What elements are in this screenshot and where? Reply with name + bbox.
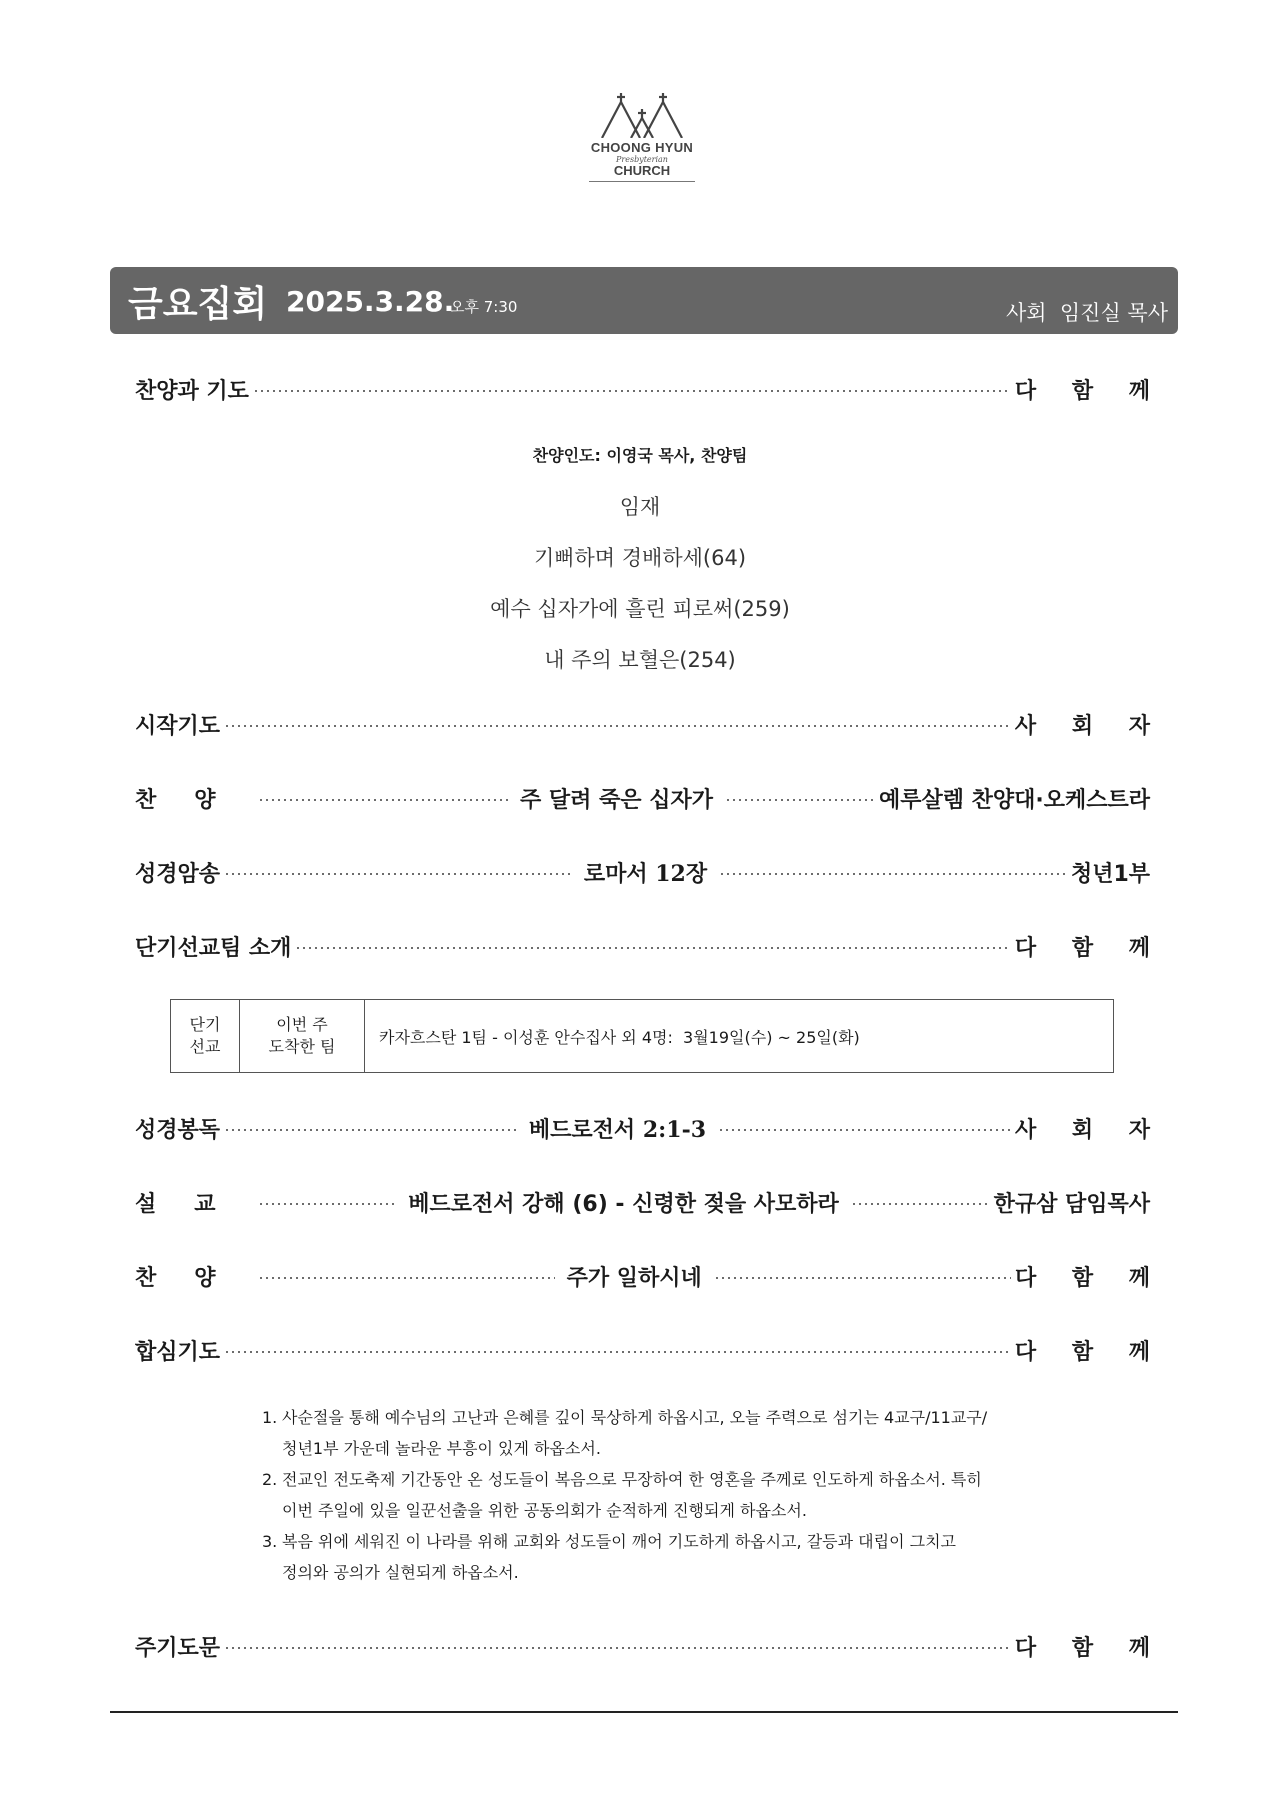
worship-who: 다 함 께 [1014, 378, 1164, 404]
sermon-who: 한규삼 담임목사 [993, 1191, 1150, 1217]
church-logo [589, 92, 695, 197]
scripture-who: 사 회 자 [1014, 1117, 1165, 1143]
order-sermon [135, 1184, 1150, 1220]
order-hymn2 [135, 1258, 1165, 1294]
mission-category-line: 단기 [189, 1015, 221, 1034]
hymn1-label: 찬양 [135, 787, 254, 813]
logo-line1: CHOONG HYUN [590, 140, 694, 155]
mission-arrival-line: 도착한 팀 [268, 1037, 336, 1056]
lords-prayer-who: 다 함 께 [1014, 1635, 1164, 1661]
unison-prayer-who: 다 함 께 [1014, 1339, 1164, 1365]
logo-line2: Presbyterian [616, 155, 668, 164]
prayer-text: 복음 위에 세워진 이 나라를 위해 교회와 성도들이 깨어 기도하게 하옵시고, 갈등과 대립이 그치고 [282, 1532, 956, 1551]
sermon-title: 베드로전서 강해 (6) - 신령한 젖을 사모하라 [408, 1191, 839, 1217]
mission-table [170, 999, 1114, 1073]
leader-dots [258, 799, 508, 801]
scripture-title: 베드로전서 2:1-3 [528, 1116, 707, 1143]
prayer-number: 2. [262, 1470, 278, 1489]
prayer-text: 전교인 전도축제 기간동안 온 성도들이 복음으로 무장하여 한 영혼을 주께로 인도하게 하옵소서. 특히 [282, 1470, 982, 1489]
leader-dots [224, 1129, 517, 1131]
hymn2-who: 다 함 께 [1014, 1265, 1165, 1291]
service-date: 2025.3.28. [286, 285, 455, 318]
leader-dots [258, 1277, 555, 1279]
worship-label: 찬양과 기도 [135, 378, 249, 404]
church-steeples-icon [597, 92, 687, 138]
sermon-label: 설교 [135, 1191, 254, 1217]
bottom-divider [110, 1711, 1178, 1713]
memorization-who: 청년1부 [1070, 861, 1151, 887]
order-opening-prayer [135, 706, 1164, 742]
presider: 사회 임진실 목사 [1005, 301, 1168, 325]
logo-underline [589, 181, 695, 182]
mission-category-line: 선교 [189, 1037, 221, 1056]
prayer-item [262, 1402, 1062, 1464]
scripture-label: 성경봉독 [135, 1117, 221, 1143]
order-hymn1 [135, 780, 1150, 816]
leader-dots [725, 799, 875, 801]
prayer-item [262, 1464, 1062, 1526]
prayer-number: 1. [262, 1408, 278, 1427]
order-mission-intro [135, 928, 1164, 964]
prayer-item [262, 1526, 1062, 1588]
prayer-number: 3. [262, 1532, 278, 1551]
opening-prayer-who: 사 회 자 [1014, 713, 1164, 739]
order-memorization [135, 854, 1150, 890]
mission-category-cell [171, 1000, 240, 1072]
order-worship [135, 371, 1164, 407]
song-item: 기뻐하며 경배하세(64) [533, 546, 747, 570]
hymn2-title: 주가 일하시네 [566, 1265, 702, 1291]
service-title: 금요집회 [128, 284, 268, 325]
prayer-text: 청년1부 가운데 놀라운 부흥이 있게 하옵소서. [282, 1439, 601, 1458]
service-header [110, 267, 1178, 334]
prayer-text: 정의와 공의가 실현되게 하옵소서. [282, 1563, 519, 1582]
opening-prayer-label: 시작기도 [135, 713, 221, 739]
leader-dots [719, 873, 1067, 875]
leader-dots [253, 390, 1011, 392]
memorization-label: 성경암송 [135, 861, 221, 887]
hymn1-who: 예루살렘 찬양대·오케스트라 [878, 787, 1150, 813]
hymn2-label: 찬양 [135, 1265, 254, 1291]
leader-dots [224, 725, 1011, 727]
song-item: 내 주의 보혈은(254) [544, 648, 736, 672]
order-unison-prayer [135, 1332, 1164, 1368]
leader-dots [295, 947, 1010, 949]
mission-team-cell: 카자흐스탄 1팀 - 이성훈 안수집사 외 4명: 3월19일(수) ~ 25일(화) [379, 1027, 860, 1047]
order-scripture [135, 1110, 1165, 1146]
hymn1-title: 주 달려 죽은 십자가 [519, 787, 713, 813]
leader-dots [224, 873, 572, 875]
song-item: 임재 [619, 495, 661, 519]
service-time: 오후 7:30 [450, 298, 518, 316]
unison-prayer-label: 합심기도 [135, 1339, 221, 1365]
logo-line3: CHURCH [613, 163, 671, 178]
song-item: 예수 십자가에 흘린 피로써(259) [490, 597, 790, 621]
leader-dots [718, 1129, 1011, 1131]
mission-arrival-line: 이번 주 [276, 1015, 328, 1034]
prayer-text: 이번 주일에 있을 일꾼선출을 위한 공동의회가 순적하게 진행되게 하옵소서. [282, 1501, 807, 1520]
prayer-text: 사순절을 통해 예수님의 고난과 은혜를 깊이 묵상하게 하옵시고, 오늘 주력으로 섬기는 4교구/11교구/ [282, 1408, 988, 1427]
leader-dots [851, 1203, 990, 1205]
leader-dots [714, 1277, 1011, 1279]
mission-intro-label: 단기선교팀 소개 [135, 935, 292, 961]
mission-intro-who: 다 함 께 [1014, 935, 1164, 961]
leader-dots [224, 1351, 1011, 1353]
prayer-list [262, 1402, 1062, 1588]
memorization-title: 로마서 12장 [583, 860, 708, 887]
mission-arrival-cell [240, 1000, 365, 1072]
leader-dots [224, 1647, 1011, 1649]
worship-leader: 찬양인도: 이영국 목사, 찬양팀 [532, 446, 748, 465]
lords-prayer-label: 주기도문 [135, 1635, 221, 1661]
order-lords-prayer [135, 1628, 1164, 1664]
leader-dots [258, 1203, 397, 1205]
